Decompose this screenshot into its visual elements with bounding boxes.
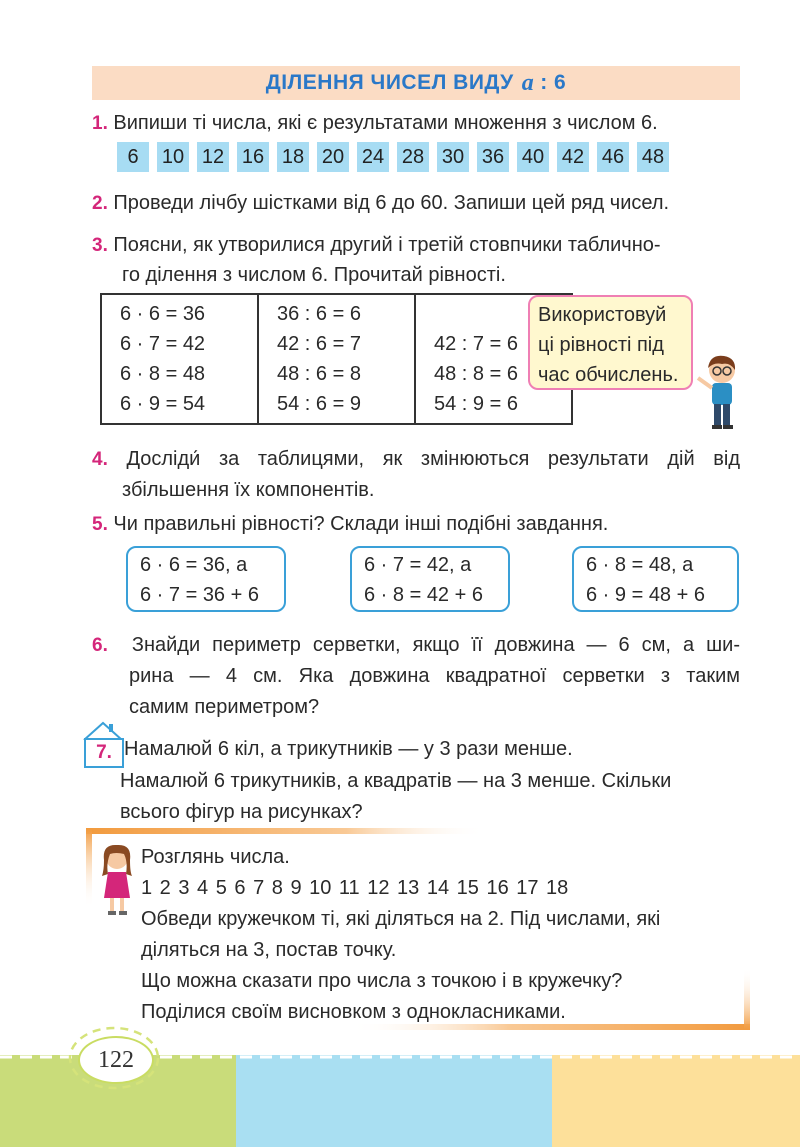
number-chip: 10: [157, 142, 189, 172]
task-number: 6.: [92, 635, 108, 656]
extra-line1: Розглянь числа.: [141, 846, 290, 868]
number-chip: 18: [277, 142, 309, 172]
task-number: 4.: [92, 449, 108, 470]
boy-character-icon: [690, 352, 750, 432]
task-number: 1.: [92, 113, 108, 134]
task-6: [92, 630, 740, 661]
number-chip: 36: [477, 142, 509, 172]
task-text-line1: Поясни, як утворилися другий і третій стовпчики таблично-: [113, 234, 661, 256]
extra-line3: Обведи кружечком ті, які діляться на 2. Під числами, які: [141, 908, 661, 930]
equation-line: 6 · 6 = 36, а: [140, 554, 248, 576]
number-chip: 16: [237, 142, 269, 172]
number-chip: 24: [357, 142, 389, 172]
equation-line: 6 · 8 = 42 + 6: [364, 584, 483, 606]
division-table: [100, 293, 573, 425]
task-number: 2.: [92, 193, 108, 214]
task-7-line2: Намалюй 6 трикутників, а квадратів — на 3 менше. Скільки: [120, 770, 672, 792]
number-chip: 48: [637, 142, 669, 172]
task-6-line2: рина — 4 см. Яка довжина квадратної серветки з таким: [129, 665, 740, 687]
section-title: [92, 66, 740, 100]
task-number: 3.: [92, 235, 108, 256]
number-chip: 20: [317, 142, 349, 172]
footer-band-blue: [236, 1055, 552, 1147]
title-divisor: : 6: [540, 71, 567, 94]
extra-numbers: 1 2 3 4 5 6 7 8 9 10 11 12 13 14 15 16 17 18: [141, 877, 569, 899]
table-cell: 48 : 6 = 8: [277, 363, 361, 385]
number-chip: 12: [197, 142, 229, 172]
hint-line: Використовуй: [538, 304, 667, 326]
number-chip: 28: [397, 142, 429, 172]
equation-line: 6 · 7 = 36 + 6: [140, 584, 259, 606]
table-cell: 54 : 6 = 9: [277, 393, 361, 415]
task-6-line3: самим периметром?: [129, 696, 320, 718]
task-7-line1: Намалюй 6 кіл, а трикутників — у 3 рази менше.: [124, 738, 573, 760]
table-cell: 42 : 7 = 6: [434, 333, 518, 355]
task-text-line1: Знайди периметр серветки, якщо її довжина — 6 см, а ши-: [131, 634, 740, 656]
hint-bubble: [528, 295, 693, 390]
equation-line: 6 · 7 = 42, а: [364, 554, 472, 576]
title-text: ДІЛЕННЯ ЧИСЕЛ ВИДУ: [265, 71, 514, 94]
division-column-1: [258, 294, 415, 424]
equation-box: [572, 546, 739, 612]
task-5: [92, 509, 608, 540]
task-number: 5.: [92, 514, 108, 535]
task-3-line2: го ділення з числом 6. Прочитай рівності.: [122, 264, 506, 286]
task-7-line3: всього фігур на рисунках?: [120, 801, 363, 823]
number-chips: [117, 142, 669, 172]
hint-line: ці рівності під: [538, 334, 664, 356]
title-variable: a: [521, 69, 535, 96]
task-text: Проведи лічбу шістками від 6 до 60. Запиши цей ряд чисел.: [113, 192, 670, 214]
table-cell: 6 · 6 = 36: [120, 303, 206, 325]
table-cell: 48 : 8 = 6: [434, 363, 518, 385]
task-number: 7.: [84, 738, 124, 768]
number-chip: 30: [437, 142, 469, 172]
table-cell: 36 : 6 = 6: [277, 303, 361, 325]
equation-box: [126, 546, 286, 612]
task-1: [92, 108, 658, 139]
task-2: [92, 188, 669, 219]
extra-line6: Поділися своїм висновком з однокласниками.: [141, 1001, 566, 1023]
table-cell: 6 · 7 = 42: [120, 333, 206, 355]
table-cell: 54 : 9 = 6: [434, 393, 518, 415]
task-text-line1: Досліди́ за таблицями, як змінюються результати дій від: [126, 448, 740, 470]
task-text: Випиши ті числа, які є результатами множення з числом 6.: [113, 112, 658, 134]
footer-band-yellow: [552, 1055, 800, 1147]
page-number: 122: [78, 1036, 154, 1084]
task-4-line2: збільшення їх компонентів.: [122, 479, 375, 501]
table-cell: 6 · 8 = 48: [120, 363, 206, 385]
number-chip: 40: [517, 142, 549, 172]
extra-line4: діляться на 3, постав точку.: [141, 939, 397, 961]
task-4: [92, 444, 740, 475]
number-chip: 46: [597, 142, 629, 172]
number-chip: 6: [117, 142, 149, 172]
equation-line: 6 · 9 = 48 + 6: [586, 584, 705, 606]
task-text: Чи правильні рівності? Склади інші подібні завдання.: [113, 513, 609, 535]
multiplication-column: [101, 294, 258, 424]
hint-line: час обчислень.: [538, 364, 679, 386]
equation-line: 6 · 8 = 48, а: [586, 554, 694, 576]
equation-box: [350, 546, 510, 612]
table-cell: 42 : 6 = 7: [277, 333, 361, 355]
division-table-wrap: [100, 293, 573, 425]
extra-line5: Що можна сказати про числа з точкою і в кружечку?: [141, 970, 623, 992]
task-3: [92, 230, 661, 261]
girl-character-icon: [96, 842, 138, 920]
table-cell: 6 · 9 = 54: [120, 393, 206, 415]
number-chip: 42: [557, 142, 589, 172]
